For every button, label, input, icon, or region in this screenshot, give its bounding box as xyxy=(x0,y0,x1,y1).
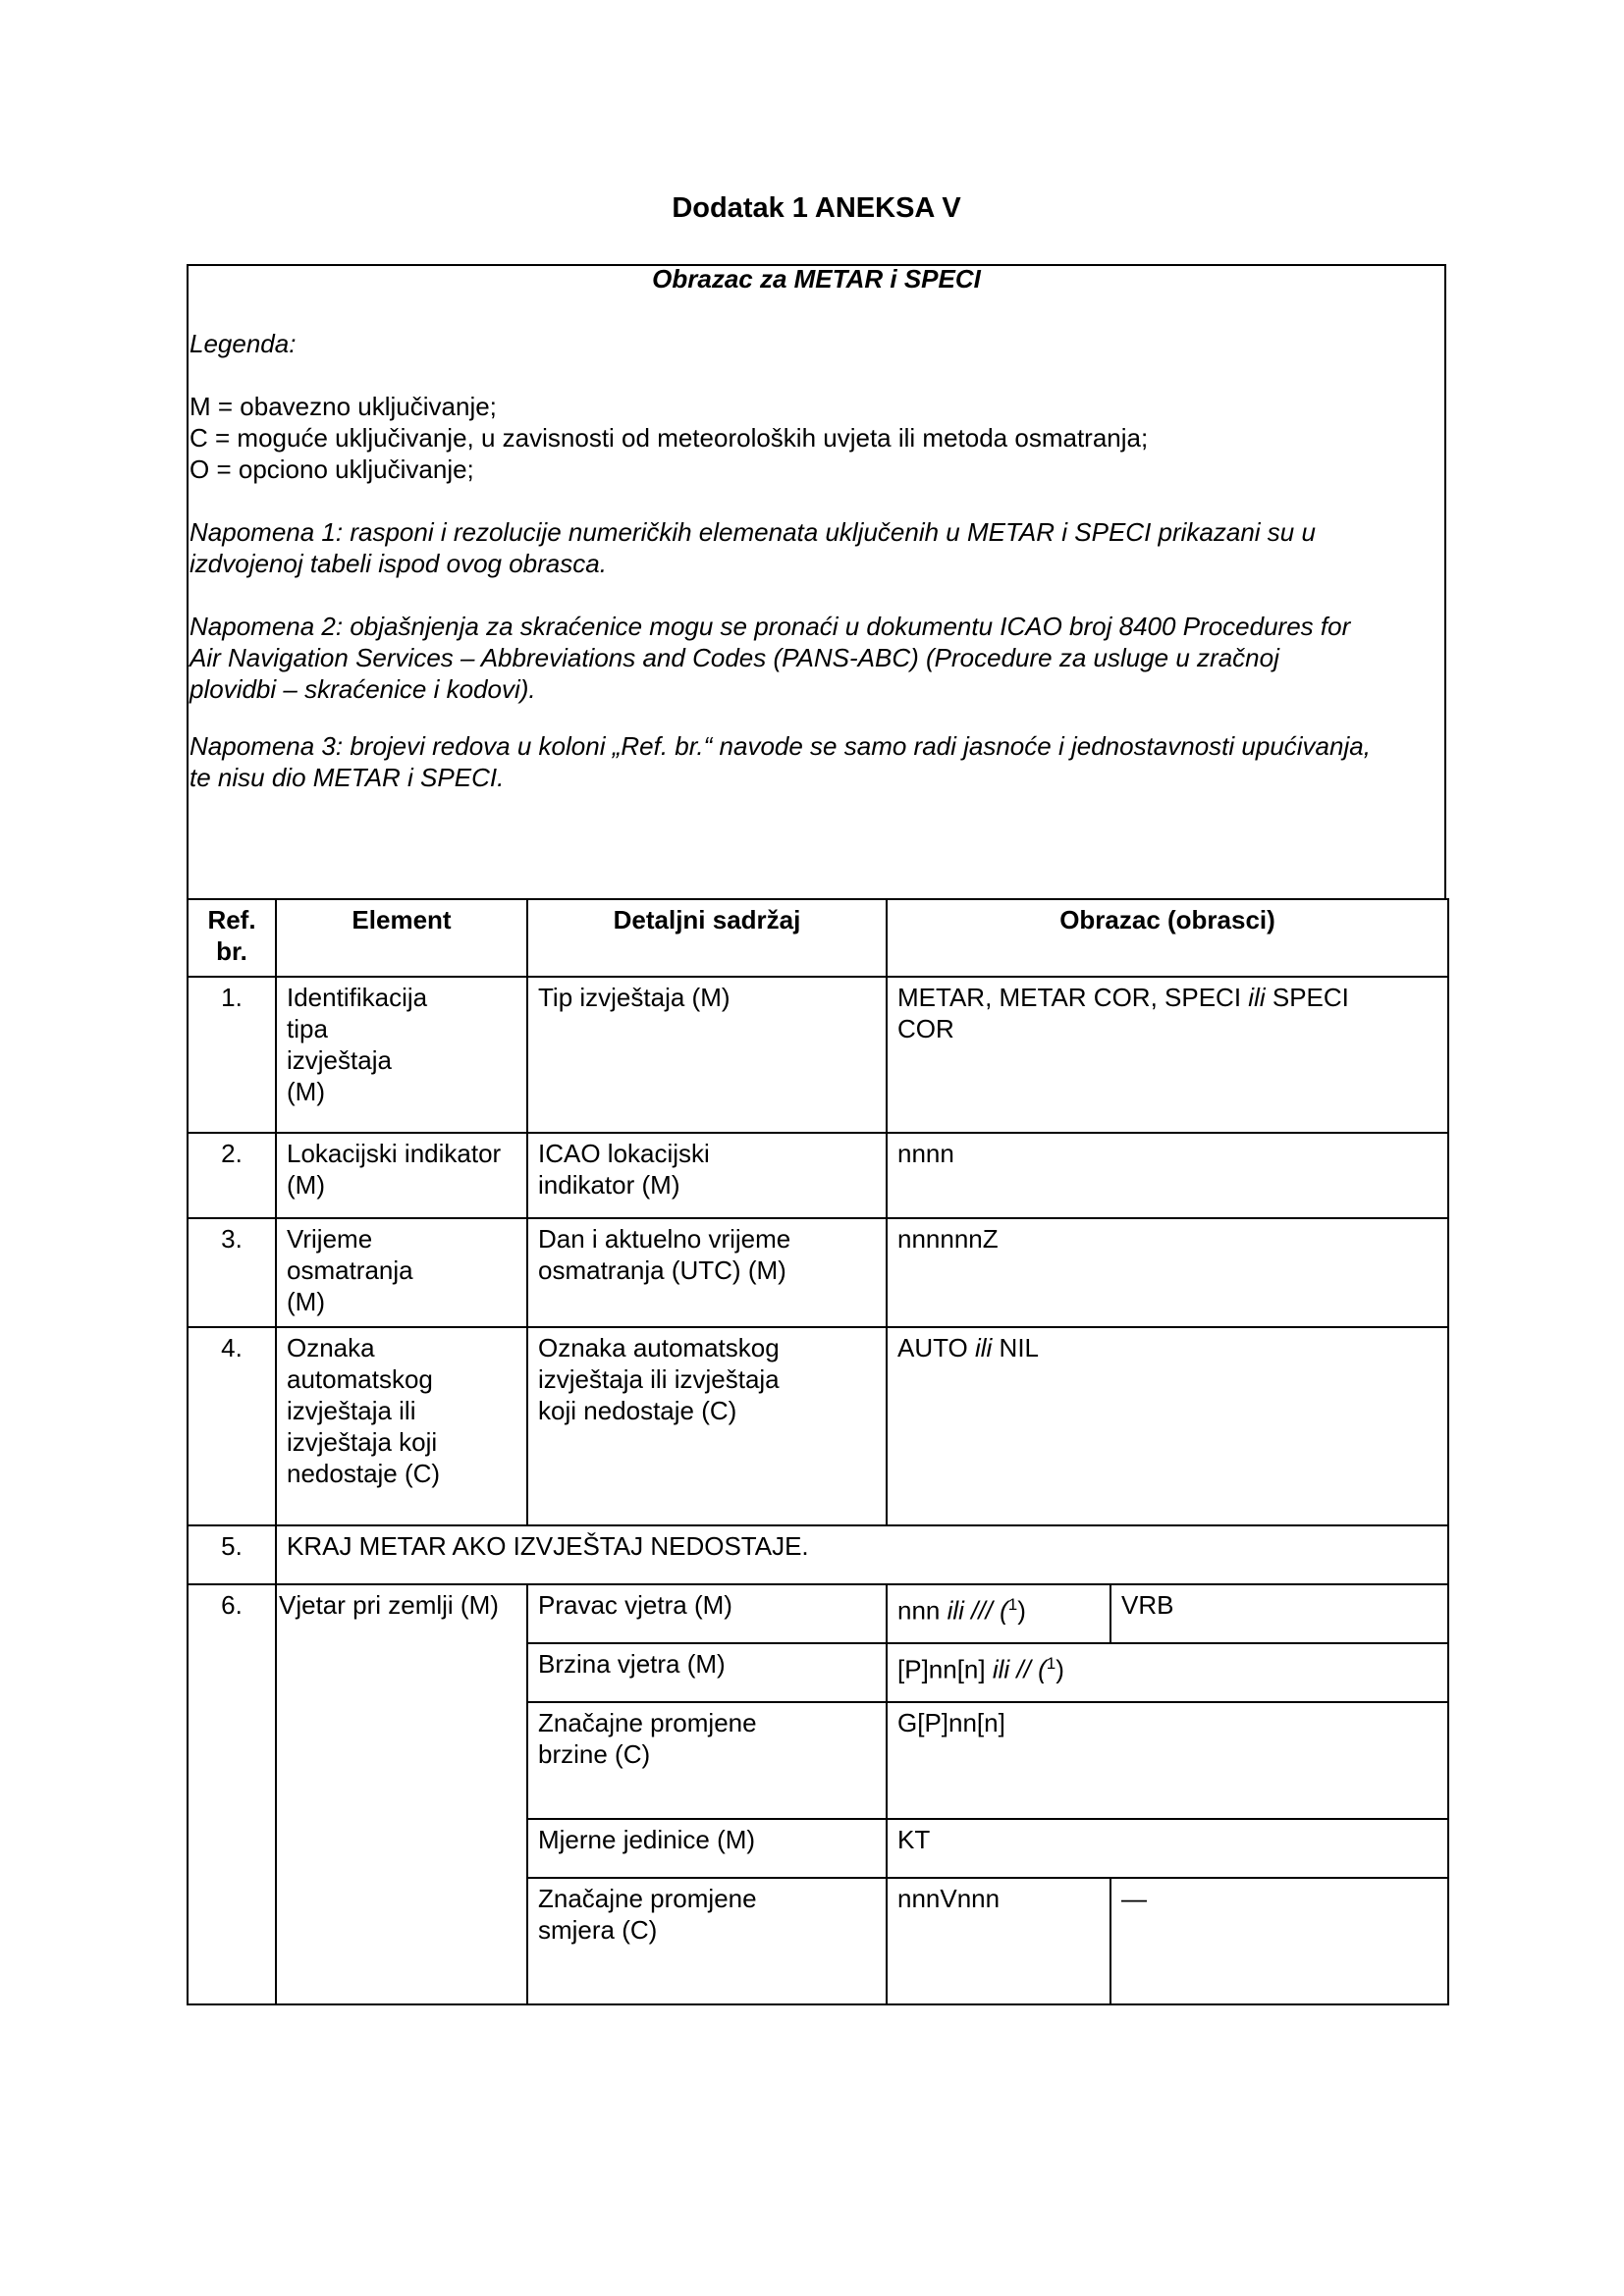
footnote-ref: 1 xyxy=(1007,1595,1018,1614)
element-line: Identifikacija xyxy=(287,983,428,1012)
row-6-detail-speed: Brzina vjetra (M) xyxy=(527,1643,887,1702)
row-3-detail xyxy=(527,1218,887,1327)
row-4-detail xyxy=(527,1327,887,1525)
row-6-detail-variation xyxy=(527,1878,887,2004)
template-text: // ( xyxy=(1009,1654,1047,1684)
note-3-line: te nisu dio METAR i SPECI. xyxy=(189,763,505,792)
element-line: Lokacijski indikator xyxy=(287,1139,502,1168)
element-line: (M) xyxy=(287,1077,325,1106)
element-line: tipa xyxy=(287,1014,328,1043)
detail-line: smjera (C) xyxy=(538,1915,658,1945)
row-6-detail-units: Mjerne jedinice (M) xyxy=(527,1819,887,1878)
detail-line: koji nedostaje (C) xyxy=(538,1396,737,1425)
element-line: nedostaje (C) xyxy=(287,1459,441,1488)
table-row xyxy=(188,1133,1448,1218)
note-1 xyxy=(189,516,1316,579)
element-line: Vrijeme xyxy=(287,1224,373,1254)
detail-line: ICAO lokacijski xyxy=(538,1139,710,1168)
element-line: izvještaja ili xyxy=(287,1396,416,1425)
template-text: nnn xyxy=(897,1595,947,1626)
table-header-row xyxy=(188,899,1448,977)
row-5-ref: 5. xyxy=(188,1525,276,1584)
note-2-line: Air Navigation Services – Abbreviations and Codes (PANS-ABC) (Procedure za usluge u zračnoj xyxy=(189,643,1279,672)
detail-line: Oznaka automatskog xyxy=(538,1333,780,1362)
template-text: ) xyxy=(1056,1654,1064,1684)
row-3-template: nnnnnnZ xyxy=(887,1218,1448,1327)
template-connector: ili xyxy=(974,1333,993,1362)
row-3-ref: 3. xyxy=(188,1218,276,1327)
footnote-ref: 1 xyxy=(1046,1654,1056,1673)
template-text: SPECI xyxy=(1265,983,1349,1012)
note-3 xyxy=(189,730,1371,793)
row-2-ref: 2. xyxy=(188,1133,276,1218)
page-title: Dodatak 1 ANEKSA V xyxy=(672,192,961,224)
row-2-detail xyxy=(527,1133,887,1218)
row-4-element xyxy=(276,1327,527,1525)
row-6-detail-gust xyxy=(527,1702,887,1819)
note-2-line: Napomena 2: objašnjenja za skraćenice mogu se pronaći u dokumentu ICAO broj 8400 Procedures for xyxy=(189,612,1351,641)
form-frame xyxy=(187,264,1446,899)
header-element: Element xyxy=(276,899,527,977)
legend-item-c: C = moguće uključivanje, u zavisnosti od meteoroloških uvjeta ili metoda osmatranja; xyxy=(189,423,1149,453)
legend-label: Legenda: xyxy=(189,329,297,358)
note-3-line: Napomena 3: brojevi redova u koloni „Ref. br.“ navode se samo radi jasnoće i jednostavnosti upućivanja, xyxy=(189,731,1371,761)
template-connector: ili xyxy=(947,1595,964,1626)
detail-line: Značajne promjene xyxy=(538,1884,757,1913)
template-text: ) xyxy=(1017,1595,1026,1626)
element-line: izvještaja xyxy=(287,1045,392,1075)
template-text: /// ( xyxy=(963,1595,1008,1626)
table-row xyxy=(188,1327,1448,1525)
row-6-alt-direction: VRB xyxy=(1110,1584,1448,1643)
table-row xyxy=(188,1218,1448,1327)
detail-line: osmatranja (UTC) (M) xyxy=(538,1255,786,1285)
element-line: osmatranja xyxy=(287,1255,413,1285)
legend-list xyxy=(189,391,1148,485)
template-line: COR xyxy=(897,1014,954,1043)
table-row xyxy=(188,1584,1448,1643)
template-connector: ili xyxy=(992,1654,1010,1684)
row-6-template-speed xyxy=(887,1643,1448,1702)
detail-line: indikator (M) xyxy=(538,1170,680,1200)
template-text: [P]nn[n] xyxy=(897,1654,993,1684)
element-line: automatskog xyxy=(287,1364,433,1394)
row-6-alt-variation: — xyxy=(1110,1878,1448,2004)
template-line xyxy=(897,982,1437,1013)
row-1-template xyxy=(887,977,1448,1133)
legend-item-o: O = opciono uključivanje; xyxy=(189,454,474,484)
note-1-line: izdvojenoj tabeli ispod ovog obrasca. xyxy=(189,549,607,578)
row-6-element: Vjetar pri zemlji (M) xyxy=(276,1584,527,2004)
row-2-template: nnnn xyxy=(887,1133,1448,1218)
form-title: Obrazac za METAR i SPECI xyxy=(652,264,981,294)
note-2-line: plovidbi – skraćenice i kodovi). xyxy=(189,674,536,704)
header-ref xyxy=(188,899,276,977)
row-3-element xyxy=(276,1218,527,1327)
detail-line: brzine (C) xyxy=(538,1739,651,1769)
metar-form-table xyxy=(187,898,1449,2005)
row-5-text: KRAJ METAR AKO IZVJEŠTAJ NEDOSTAJE. xyxy=(276,1525,1448,1584)
element-line: (M) xyxy=(287,1170,325,1200)
row-4-template xyxy=(887,1327,1448,1525)
template-text: AUTO xyxy=(897,1333,975,1362)
row-1-detail: Tip izvještaja (M) xyxy=(527,977,887,1133)
detail-line: Značajne promjene xyxy=(538,1708,757,1737)
row-1-ref: 1. xyxy=(188,977,276,1133)
note-1-line: Napomena 1: rasponi i rezolucije numeričkih elemenata uključenih u METAR i SPECI prikazani su u xyxy=(189,517,1316,547)
element-line: izvještaja koji xyxy=(287,1427,438,1457)
header-ref-line: Ref. xyxy=(207,905,256,934)
element-line: Oznaka xyxy=(287,1333,375,1362)
row-6-template-direction xyxy=(887,1584,1110,1643)
row-6-detail-direction: Pravac vjetra (M) xyxy=(527,1584,887,1643)
row-2-element xyxy=(276,1133,527,1218)
header-detail: Detaljni sadržaj xyxy=(527,899,887,977)
detail-line: izvještaja ili izvještaja xyxy=(538,1364,780,1394)
row-1-element xyxy=(276,977,527,1133)
header-template: Obrazac (obrasci) xyxy=(887,899,1448,977)
element-line: (M) xyxy=(287,1287,325,1316)
template-text: METAR, METAR COR, SPECI xyxy=(897,983,1249,1012)
template-connector: ili xyxy=(1248,983,1266,1012)
row-6-ref: 6. xyxy=(188,1584,276,2004)
row-6-template-gust: G[P]nn[n] xyxy=(887,1702,1448,1819)
table-row xyxy=(188,1525,1448,1584)
legend-item-m: M = obavezno uključivanje; xyxy=(189,392,497,421)
row-4-ref: 4. xyxy=(188,1327,276,1525)
header-ref-line: br. xyxy=(216,936,247,966)
detail-line: Dan i aktuelno vrijeme xyxy=(538,1224,791,1254)
note-2 xyxy=(189,611,1350,705)
table-row xyxy=(188,977,1448,1133)
row-6-template-units: KT xyxy=(887,1819,1448,1878)
template-text: NIL xyxy=(992,1333,1040,1362)
row-6-template-variation: nnnVnnn xyxy=(887,1878,1110,2004)
